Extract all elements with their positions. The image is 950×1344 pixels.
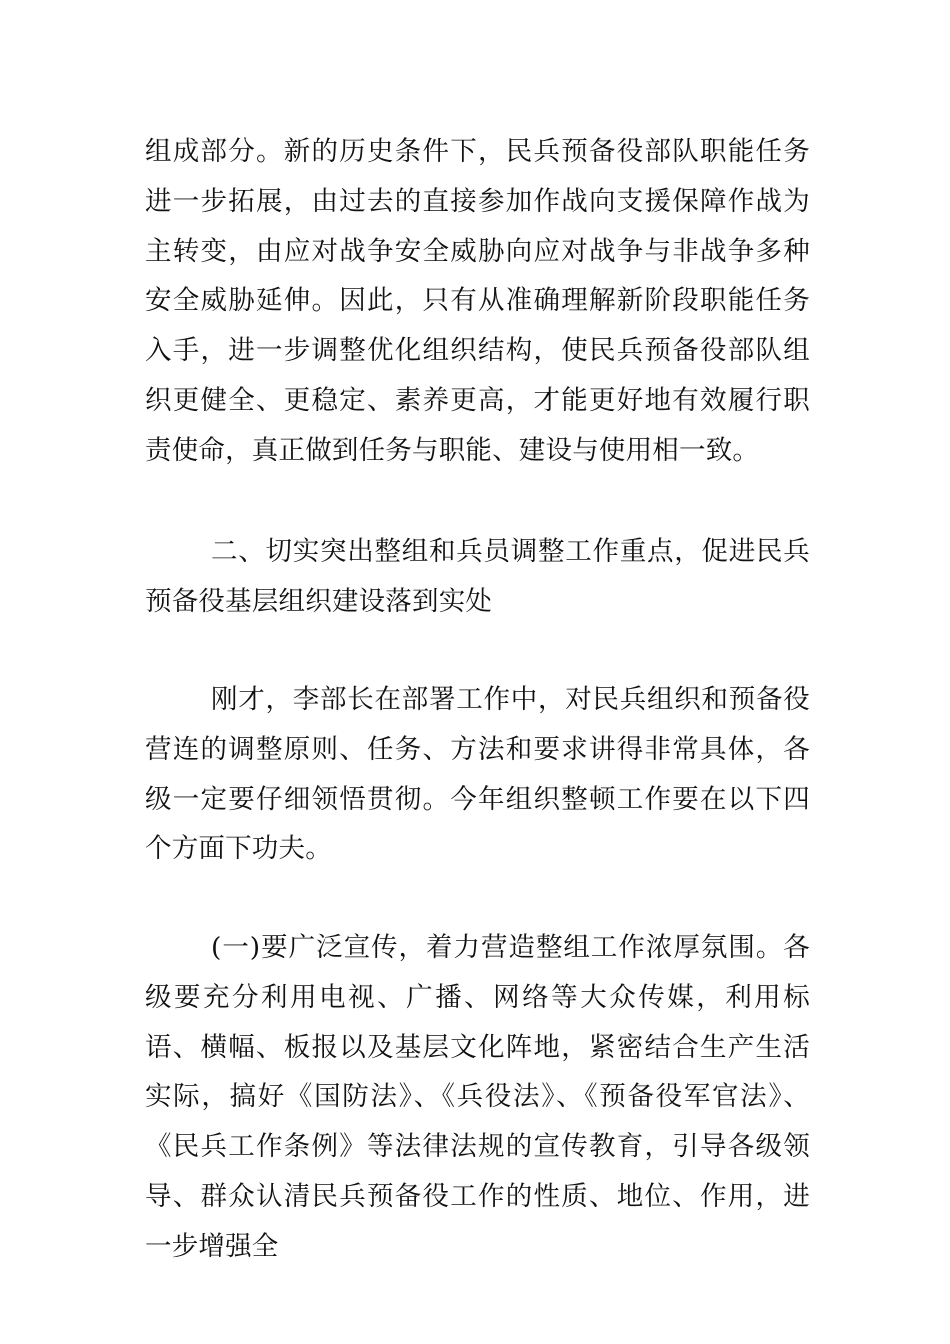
body-paragraph-continuation: 组成部分。新的历史条件下，民兵预备役部队职能任务进一步拓展，由过去的直接参加作战向支援保障作战为主转变，由应对战争安全威胁向应对战争与非战争多种安全威胁延伸。因此，只有从准确理解新阶段职能任务入手，进一步调整优化组织结构，使民兵预备役部队组织更健全、更稳定、素养更高，才能更好地有效履行职责使命，真正做到任务与职能、建设与使用相一致。 — [145, 136, 810, 466]
body-paragraph-subsection-one: (一)要广泛宣传，着力营造整组工作浓厚氛围。各级要充分利用电视、广播、网络等大众传媒，利用标语、横幅、板报以及基层文化阵地，紧密结合生产生活实际，搞好《国防法》、《兵役法》、《预备役军官法》、《民兵工作条例》等法律法规的宣传教育，引导各级领导、群众认清民兵预备役工作的性质、地位、作用，进一步增强全 — [145, 932, 810, 1262]
section-heading-two: 二、切实突出整组和兵员调整工作重点，促进民兵预备役基层组织建设落到实处 — [145, 536, 810, 617]
body-paragraph-instructions: 刚才，李部长在部署工作中，对民兵组织和预备役营连的调整原则、任务、方法和要求讲得非常具体，各级一定要仔细领悟贯彻。今年组织整顿工作要在以下四个方面下功夫。 — [145, 684, 810, 865]
